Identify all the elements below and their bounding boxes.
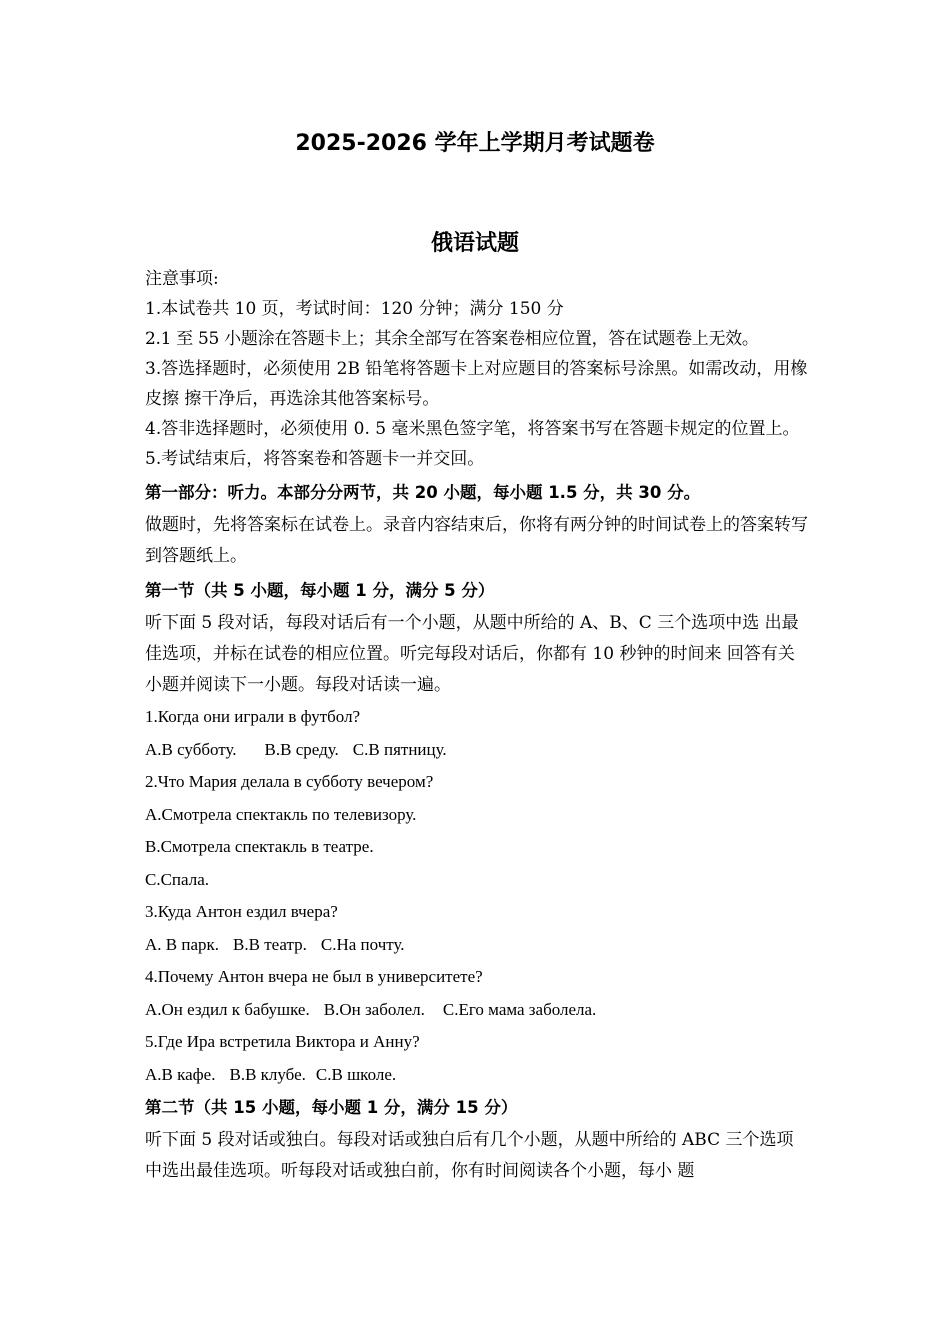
option-a: A.В кафе. bbox=[145, 1064, 216, 1084]
part1-instruction: 做题时，先将答案标在试卷上。录音内容结束后，你将有两分钟的时间试卷上的答案转写到答题纸上。 bbox=[145, 515, 808, 566]
notice-item: 5.考试结束后，将答案卷和答题卡一并交回。 bbox=[145, 449, 485, 469]
option-c: C.В пятницу. bbox=[352, 739, 447, 759]
question-list bbox=[145, 701, 810, 1091]
subject-title: 俄语试题 bbox=[430, 231, 519, 256]
option-a: A. В парк. bbox=[145, 934, 220, 954]
notice-item: 3.答选择题时，必须使用 2B 铅笔将答题卡上对应题目的答案标号涂黑。如需改动，用橡皮擦 擦干净后，再选涂其他答案标号。 bbox=[145, 359, 808, 409]
notice-block bbox=[145, 264, 810, 474]
question-text: 4.Почему Антон вчера не был в университете? bbox=[145, 967, 483, 986]
option-c: C.В школе. bbox=[315, 1064, 397, 1084]
option-c: C.На почту. bbox=[320, 934, 405, 954]
option-b: B.В театр. bbox=[233, 934, 307, 954]
question-text: 3.Куда Антон ездил вчера? bbox=[145, 902, 338, 921]
notice-item: 1.本试卷共 10 页，考试时间：120 分钟；满分 150 分 bbox=[145, 299, 564, 319]
section1-heading: 第一节（共 5 小题，每小题 1 分，满分 5 分） bbox=[145, 581, 495, 600]
option-c: C.Его мама заболела. bbox=[442, 999, 597, 1019]
option-a: A.Смотрела спектакль по телевизору. bbox=[145, 804, 417, 824]
option-b: B.В среду. bbox=[264, 739, 339, 759]
option-a: A.В субботу. bbox=[145, 739, 237, 759]
question-options bbox=[145, 929, 810, 962]
question-options bbox=[145, 734, 810, 767]
section2-instruction: 听下面 5 段对话或独白。每段对话或独白后有几个小题，从题中所给的 ABC 三个选项中选出最佳选项。听每段对话或独白前，你有时间阅读各个小题，每小 题 bbox=[145, 1130, 794, 1181]
question-text: 1.Когда они играли в футбол? bbox=[145, 707, 361, 726]
section1-instruction: 听下面 5 段对话，每段对话后有一个小题，从题中所给的 A、B、C 三个选项中选 出最佳选项，并标在试卷的相应位置。听完每段对话后，你都有 10 秒钟的时间来 回答有关小题并阅读下一小题。每段对话读一遍。 bbox=[145, 613, 799, 695]
question-options bbox=[145, 1059, 810, 1092]
exam-body bbox=[145, 264, 810, 1187]
notice-item: 2.1 至 55 小题涂在答题卡上；其余全部写在答案卷相应位置，答在试题卷上无效。 bbox=[145, 329, 759, 349]
question-options bbox=[145, 994, 810, 1027]
notice-heading: 注意事项: bbox=[145, 269, 219, 289]
option-b: B.В клубе. bbox=[229, 1064, 306, 1084]
option-a: A.Он ездил к бабушке. bbox=[145, 999, 310, 1019]
question-text: 5.Где Ира встретила Виктора и Анну? bbox=[145, 1032, 420, 1051]
section2-heading: 第二节（共 15 小题，每小题 1 分，满分 15 分） bbox=[145, 1098, 518, 1117]
part1-heading: 第一部分：听力。本部分分两节，共 20 小题，每小题 1.5 分，共 30 分。 bbox=[145, 483, 701, 502]
notice-item: 4.答非选择题时，必须使用 0. 5 毫米黑色签字笔，将答案书写在答题卡规定的位置上。 bbox=[145, 419, 800, 439]
exam-title: 2025-2026 学年上学期月考试题卷 bbox=[295, 131, 655, 156]
option-c: C.Спала. bbox=[145, 869, 209, 889]
question-text: 2.Что Мария делала в субботу вечером? bbox=[145, 772, 434, 791]
option-b: B.Смотрела спектакль в театре. bbox=[145, 837, 374, 856]
option-b: B.Он заболел. bbox=[323, 999, 425, 1019]
